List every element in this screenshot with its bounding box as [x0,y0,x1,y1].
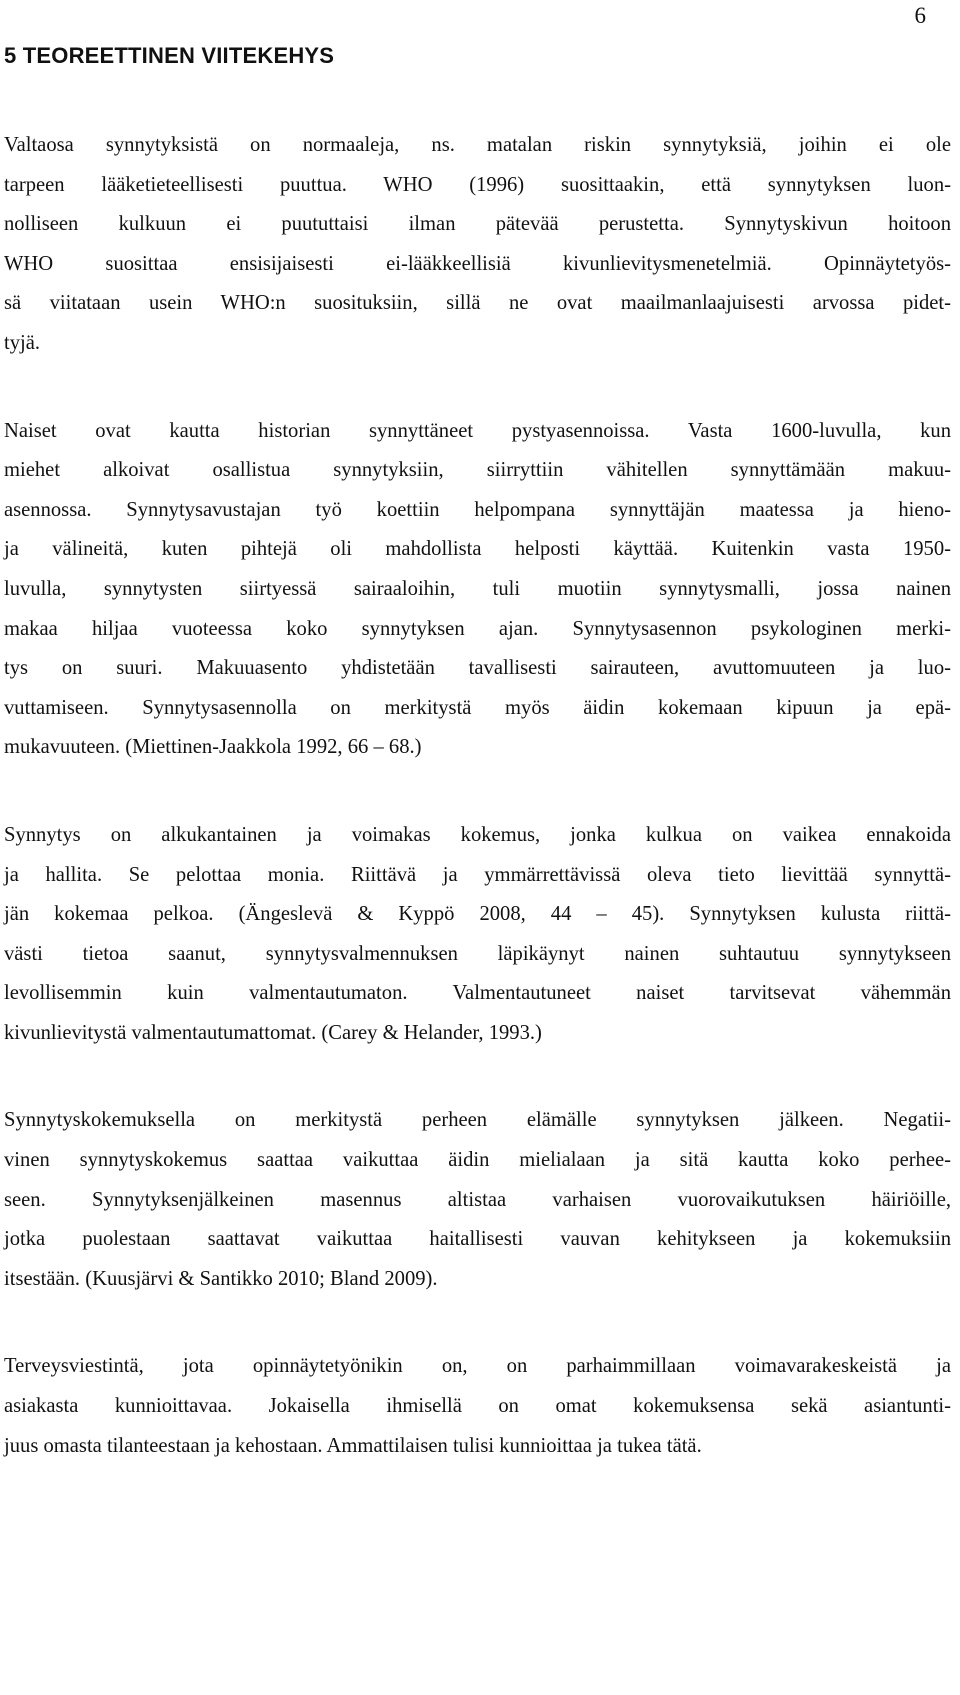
text-line: Synnytyskokemuksella on merkitystä perheen elämälle synnytyksen jälkeen. Negatii- [4,1109,951,1132]
text-line: Synnytys on alkukantainen ja voimakas kokemus, jonka kulkua on vaikea ennakoida [4,823,951,846]
text-line: ja välineitä, kuten pihtejä oli mahdollista helposti käyttää. Kuitenkin vasta 1950- [4,538,951,561]
text-line: tarpeen lääketieteellisesti puuttua. WHO (1996) suosittaakin, että synnytyksen luon- [4,173,951,196]
text-line: Valtaosa synnytyksistä on normaaleja, ns. matalan riskin synnytyksiä, joihin ei ole [4,134,951,156]
text-line: vuttamiseen. Synnytysasennolla on merkitystä myös äidin kokemaan kipuun ja epä- [4,696,951,719]
text-line: västi tietoa saanut, synnytysvalmennuksen läpikäynyt nainen suhtautuu synnytykseen [4,942,951,965]
text-line: WHO suosittaa ensisijaisesti ei-lääkkeellisiä kivunlievitysmenetelmiä. Opinnäytetyös- [4,252,951,275]
text-line: Terveysviestintä, jota opinnäytetyönikin on, on parhaimmillaan voimavarakeskeistä ja [4,1355,951,1378]
paragraph-gap [4,364,951,412]
text-line: tys on suuri. Makuuasento yhdistetään tavallisesti sairauteen, avuttomuuteen ja luo- [4,657,951,680]
text-line: kivunlievitystä valmentautumattomat. (Carey & Helander, 1993.) [4,1021,542,1044]
paragraph-2 [4,412,951,768]
text-line: luvulla, synnytysten siirtyessä sairaaloihin, tuli muotiin synnytysmalli, jossa nainen [4,577,951,600]
text-line: Naiset ovat kautta historian synnyttäneet pystyasennoissa. Vasta 1600-luvulla, kun [4,419,951,442]
paragraph-gap [4,768,951,816]
text-line: itsestään. (Kuusjärvi & Santikko 2010; Bland 2009). [4,1267,438,1290]
text-line: jotka puolestaan saattavat vaikuttaa haitallisesti vauvan kehitykseen ja kokemuksiin [4,1228,951,1251]
text-line: nolliseen kulkuun ei puututtaisi ilman pätevää perustetta. Synnytyskivun hoitoon [4,213,951,236]
page-number: 6 [914,3,926,28]
paragraph-3 [4,816,951,1054]
paragraph-gap [4,1053,951,1101]
text-line: ja hallita. Se pelottaa monia. Riittävä ja ymmärrettävissä oleva tieto lievittää synnyttä- [4,863,951,886]
text-line: juus omasta tilanteestaan ja kehostaan. Ammattilaisen tulisi kunnioittaa ja tukea tätä. [4,1434,702,1457]
text-line: sä viitataan usein WHO:n suosituksiin, sillä ne ovat maailmanlaajuisesti arvossa pidet- [4,292,951,315]
paragraph-5 [4,1347,951,1466]
section-heading: 5 TEOREETTINEN VIITEKEHYS [4,43,335,68]
text-line: miehet alkoivat osallistua synnytyksiin, siirryttiin vähitellen synnyttämään makuu- [4,459,951,482]
text-line: mukavuuteen. (Miettinen-Jaakkola 1992, 66 – 68.) [4,736,422,759]
text-line: asiakasta kunnioittavaa. Jokaisella ihmisellä on omat kokemuksensa sekä asiantunti- [4,1395,951,1418]
text-line: levollisemmin kuin valmentautumaton. Valmentautuneet naiset tarvitsevat vähemmän [4,982,951,1005]
text-line: jän kokemaa pelkoa. (Ängeslevä & Kyppö 2008, 44 – 45). Synnytyksen kulusta riittä- [4,903,951,926]
paragraph-gap [4,1299,951,1347]
paragraph-4 [4,1101,951,1299]
text-line: vinen synnytyskokemus saattaa vaikuttaa äidin mielialaan ja sitä kautta koko perhee- [4,1149,951,1172]
text-line: asennossa. Synnytysavustajan työ koettiin helpompana synnyttäjän maatessa ja hieno- [4,498,951,521]
paragraph-1 [4,126,951,364]
text-line: tyjä. [4,331,41,354]
body-text [4,126,951,1466]
text-line: seen. Synnytyksenjälkeinen masennus altistaa varhaisen vuorovaikutuksen häiriöille, [4,1188,951,1211]
text-line: makaa hiljaa vuoteessa koko synnytyksen ajan. Synnytysasennon psykologinen merki- [4,617,951,640]
